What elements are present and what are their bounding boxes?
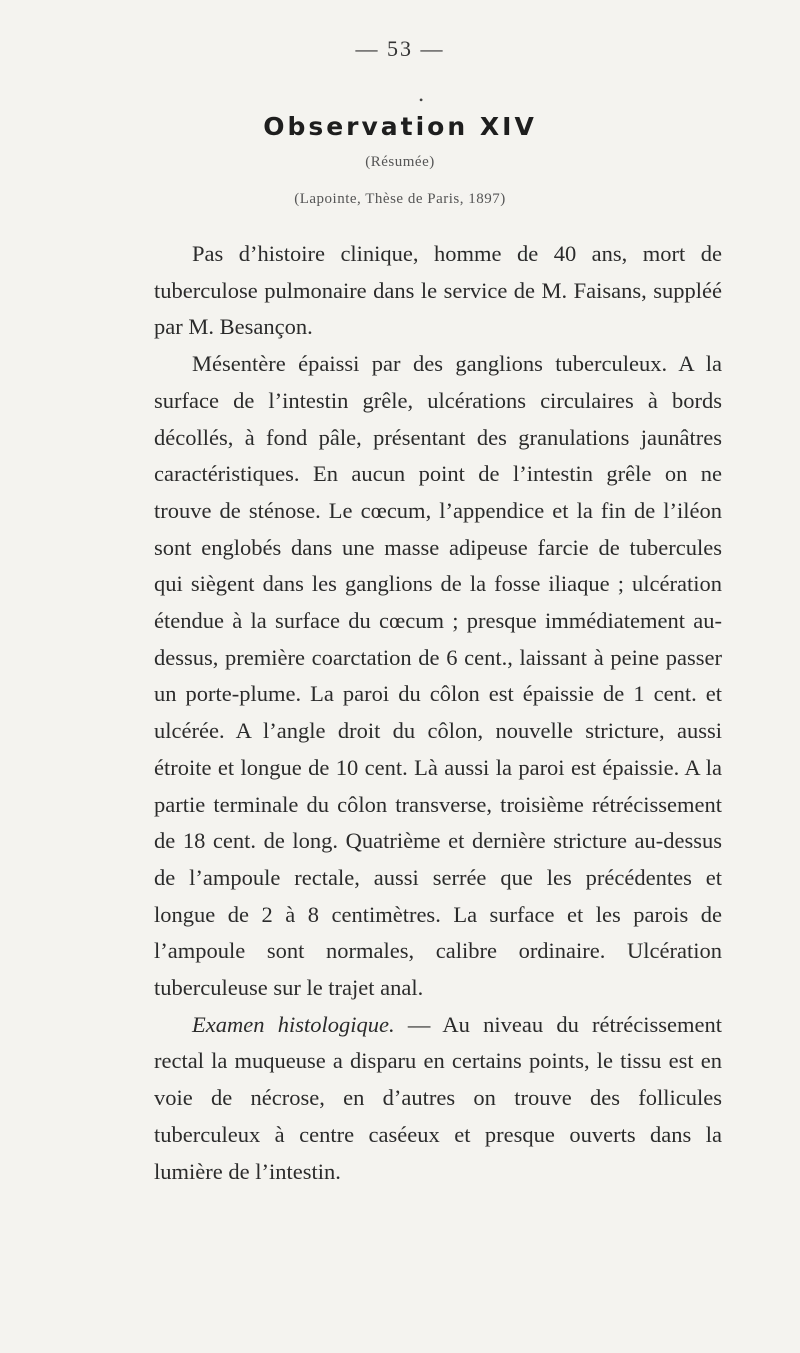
histology-heading: Examen histologique. (192, 1011, 395, 1037)
source-reference: (Lapointe, Thèse de Paris, 1897) (294, 191, 506, 207)
observation-body (154, 236, 722, 1190)
histology-text: — Au niveau du rétrécissement rectal la muqueuse a disparu en certains points, le tissu est en voie de nécrose, en d’autres on trouve des follicules tuberculeux à centre caséeux et presque ouverts dans la lumière de l’intestin. (154, 1011, 722, 1184)
observation-title: Observation XIV (263, 112, 537, 141)
bullet-mark: • (419, 93, 424, 107)
paragraph-clinical-history: Pas d’histoire clinique, homme de 40 ans, mort de tuberculose pulmonaire dans le service de M. Faisans, suppléé par M. Besançon. (154, 241, 722, 340)
page-number: — 53 — (355, 36, 445, 61)
paragraph-autopsy-findings: Mésentère épaissi par des ganglions tuberculeux. A la surface de l’intestin grêle, ulcérations circulaires à bords décollés, à fond pâle, présentant des granulations jaunâtres caractéristiques. En aucun point de l’intestin grêle on ne trouve de sténose. Le cœcum, l’appendice et la fin de l’iléon sont englobés dans une masse adipeuse farcie de tubercules qui siègent dans les ganglions de la fosse iliaque ; ulcération étendue à la surface du cœcum ; presque immédiatement au-dessus, première coarctation de 6 cent., laissant à peine passer un porte-plume. La paroi du côlon est épaissie de 1 cent. et ulcérée. A l’angle droit du côlon, nouvelle stricture, aussi étroite et longue de 10 cent. Là aussi la paroi est épaissie. A la partie terminale du côlon transverse, troisième rétrécissement de 18 cent. de long. Quatrième et dernière stricture au-dessus de l’ampoule rectale, aussi serrée que les précédentes et longue de 2 à 8 centimètres. La surface et les parois de l’ampoule sont normales, calibre ordinaire. Ulcération tuberculeuse sur le trajet anal. (154, 351, 722, 1001)
paragraph-histology (154, 1007, 722, 1191)
observation-subtitle: (Résumée) (365, 154, 435, 170)
